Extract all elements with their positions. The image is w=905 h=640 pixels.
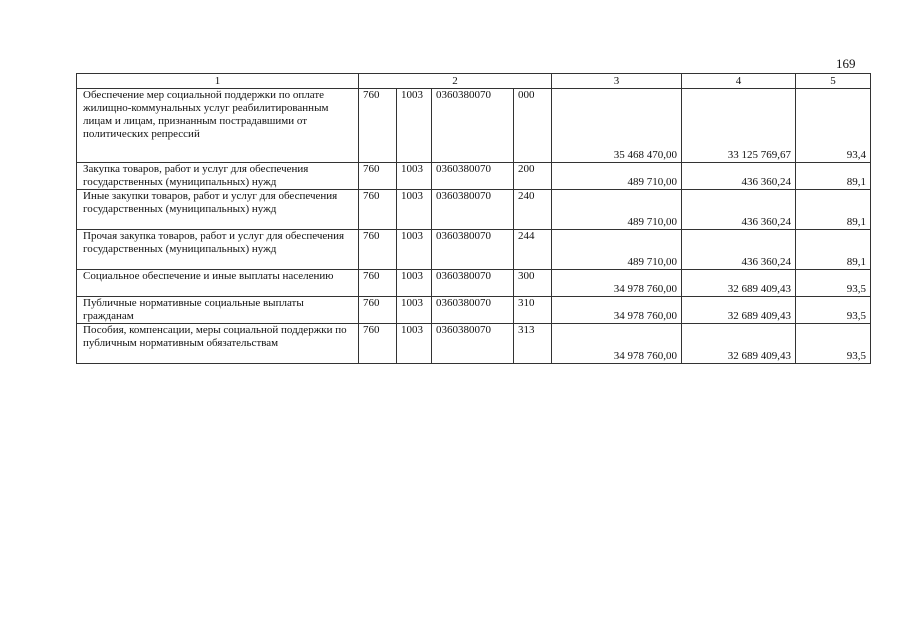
target-code: 0360380070 (432, 324, 514, 364)
section-code: 1003 (397, 163, 432, 190)
table-row (77, 190, 871, 230)
expense-type-code: 310 (514, 297, 552, 324)
grbs-code: 760 (359, 297, 397, 324)
execution-percent: 89,1 (796, 230, 871, 270)
expense-type-code: 300 (514, 270, 552, 297)
column-header-4: 4 (682, 74, 796, 89)
column-header-3: 3 (552, 74, 682, 89)
table-row (77, 89, 871, 163)
grbs-code: 760 (359, 324, 397, 364)
execution-percent: 93,5 (796, 297, 871, 324)
section-code: 1003 (397, 190, 432, 230)
target-code: 0360380070 (432, 190, 514, 230)
expense-type-code: 240 (514, 190, 552, 230)
table-header-row (77, 74, 871, 89)
row-name: Прочая закупка товаров, работ и услуг для обеспечения государственных (муниципальных) нужд (77, 230, 359, 270)
plan-amount: 34 978 760,00 (552, 297, 682, 324)
budget-table (76, 73, 871, 364)
target-code: 0360380070 (432, 163, 514, 190)
grbs-code: 760 (359, 89, 397, 163)
target-code: 0360380070 (432, 297, 514, 324)
section-code: 1003 (397, 270, 432, 297)
row-name: Социальное обеспечение и иные выплаты населению (77, 270, 359, 297)
fact-amount: 32 689 409,43 (682, 324, 796, 364)
table-row (77, 163, 871, 190)
row-name: Пособия, компенсации, меры социальной поддержки по публичным нормативным обязательствам (77, 324, 359, 364)
row-name: Закупка товаров, работ и услуг для обеспечения государственных (муниципальных) нужд (77, 163, 359, 190)
section-code: 1003 (397, 89, 432, 163)
row-name: Иные закупки товаров, работ и услуг для обеспечения государственных (муниципальных) нужд (77, 190, 359, 230)
grbs-code: 760 (359, 163, 397, 190)
execution-percent: 93,5 (796, 270, 871, 297)
fact-amount: 436 360,24 (682, 190, 796, 230)
grbs-code: 760 (359, 270, 397, 297)
plan-amount: 489 710,00 (552, 163, 682, 190)
page-number: 169 (836, 56, 856, 71)
plan-amount: 35 468 470,00 (552, 89, 682, 163)
plan-amount: 489 710,00 (552, 190, 682, 230)
table-row (77, 270, 871, 297)
fact-amount: 436 360,24 (682, 230, 796, 270)
fact-amount: 32 689 409,43 (682, 297, 796, 324)
column-header-1: 1 (77, 74, 359, 89)
fact-amount: 33 125 769,67 (682, 89, 796, 163)
section-code: 1003 (397, 324, 432, 364)
column-header-5: 5 (796, 74, 871, 89)
target-code: 0360380070 (432, 89, 514, 163)
table-row (77, 324, 871, 364)
expense-type-code: 000 (514, 89, 552, 163)
table-row (77, 230, 871, 270)
execution-percent: 89,1 (796, 163, 871, 190)
row-name: Обеспечение мер социальной поддержки по оплате жилищно-коммунальных услуг реабилитированным лицам и лицам, признанным пострадавшими от политических репрессий (77, 89, 359, 163)
section-code: 1003 (397, 230, 432, 270)
row-name: Публичные нормативные социальные выплаты гражданам (77, 297, 359, 324)
fact-amount: 436 360,24 (682, 163, 796, 190)
fact-amount: 32 689 409,43 (682, 270, 796, 297)
column-header-2: 2 (359, 74, 552, 89)
target-code: 0360380070 (432, 230, 514, 270)
execution-percent: 89,1 (796, 190, 871, 230)
grbs-code: 760 (359, 230, 397, 270)
execution-percent: 93,5 (796, 324, 871, 364)
table-row (77, 297, 871, 324)
expense-type-code: 313 (514, 324, 552, 364)
plan-amount: 489 710,00 (552, 230, 682, 270)
section-code: 1003 (397, 297, 432, 324)
plan-amount: 34 978 760,00 (552, 324, 682, 364)
table-body (77, 74, 871, 364)
plan-amount: 34 978 760,00 (552, 270, 682, 297)
grbs-code: 760 (359, 190, 397, 230)
execution-percent: 93,4 (796, 89, 871, 163)
expense-type-code: 200 (514, 163, 552, 190)
target-code: 0360380070 (432, 270, 514, 297)
expense-type-code: 244 (514, 230, 552, 270)
